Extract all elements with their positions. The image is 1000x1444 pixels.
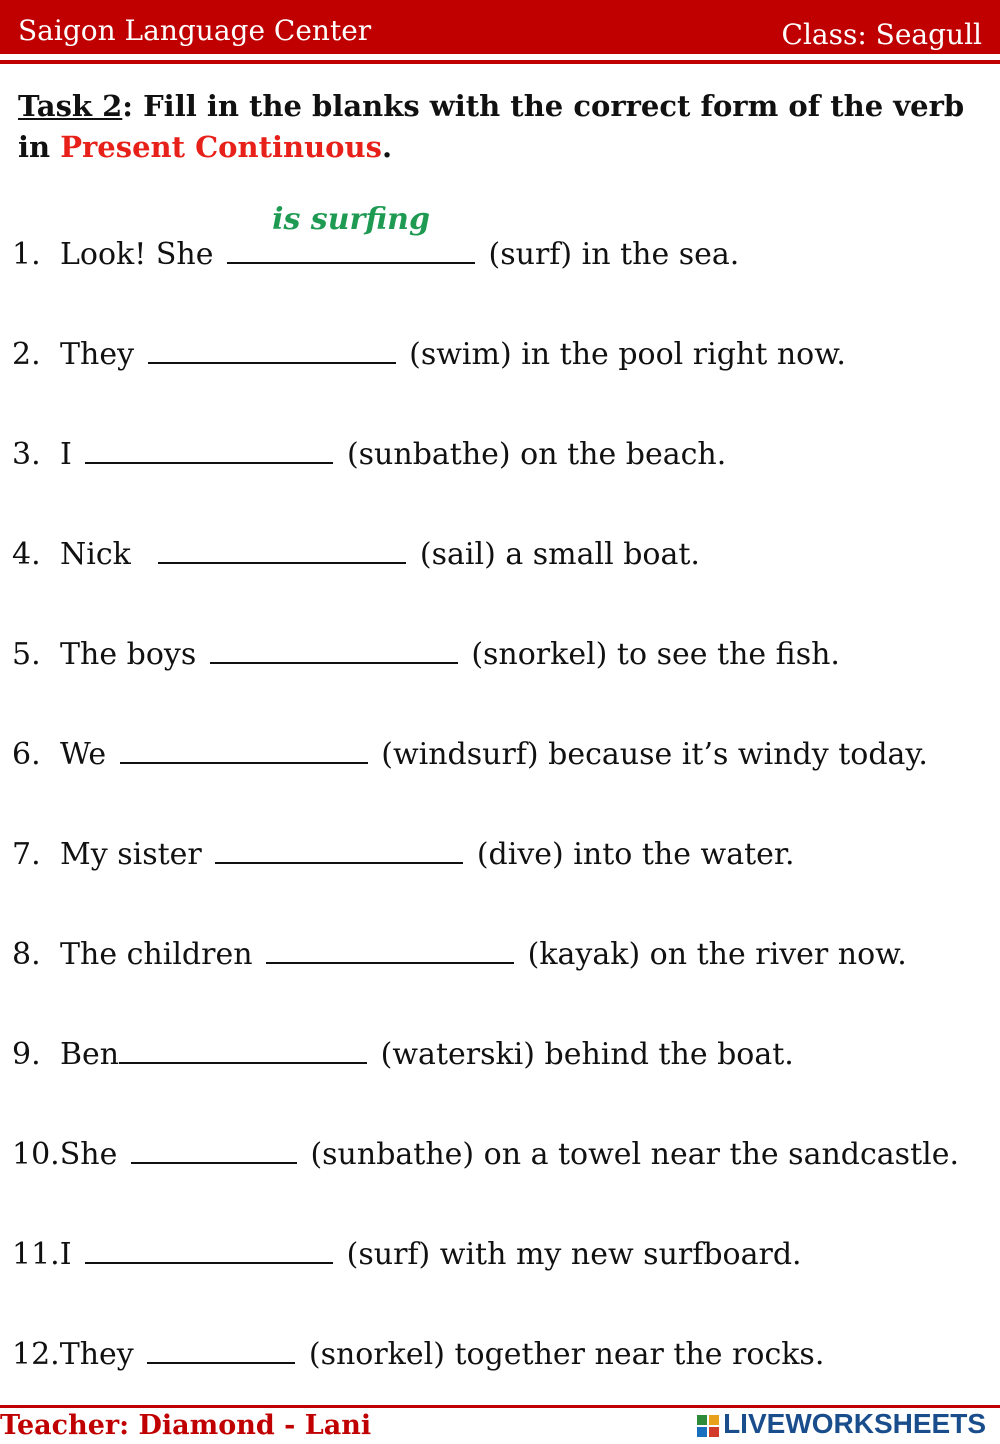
item-after: (surf) with my new surfboard. bbox=[346, 1237, 802, 1272]
item-after: (kayak) on the river now. bbox=[527, 937, 907, 972]
item-after: (sail) a small boat. bbox=[419, 537, 700, 572]
item-number: 6. bbox=[12, 737, 41, 772]
answer-blank-8[interactable] bbox=[266, 934, 514, 964]
item-after: (dive) into the water. bbox=[476, 837, 795, 872]
item-before: The boys bbox=[60, 637, 197, 672]
exercise-item-3 bbox=[12, 434, 726, 474]
teacher-name: Teacher: Diamond - Lani bbox=[0, 1410, 372, 1441]
item-number: 8. bbox=[12, 937, 41, 972]
exercise-item-7 bbox=[12, 834, 794, 874]
answer-blank-6[interactable] bbox=[120, 734, 368, 764]
tense-highlight: Present Continuous bbox=[60, 130, 382, 164]
item-after: (snorkel) to see the fish. bbox=[471, 637, 840, 672]
item-after: (sunbathe) on the beach. bbox=[346, 437, 727, 472]
answer-blank-2[interactable] bbox=[148, 334, 396, 364]
item-before: She bbox=[59, 1137, 118, 1172]
exercise-item-2 bbox=[12, 334, 846, 374]
item-number: 9. bbox=[12, 1037, 41, 1072]
item-before: Nick bbox=[60, 537, 131, 572]
item-after: (sunbathe) on a towel near the sandcastle. bbox=[310, 1137, 960, 1172]
school-name: Saigon Language Center bbox=[18, 14, 372, 47]
item-after: (snorkel) together near the rocks. bbox=[308, 1337, 825, 1372]
answer-text: is surfing bbox=[272, 202, 430, 237]
item-number: 3. bbox=[12, 437, 41, 472]
class-name: Class: Seagull bbox=[781, 18, 982, 51]
exercise-item-8 bbox=[12, 934, 907, 974]
exercise-item-6 bbox=[12, 734, 928, 774]
task-instruction bbox=[18, 86, 978, 168]
item-before: The children bbox=[60, 937, 253, 972]
exercise-item-5 bbox=[12, 634, 840, 674]
item-number: 10. bbox=[12, 1137, 60, 1172]
exercise-item-10 bbox=[12, 1134, 959, 1174]
exercise-item-9 bbox=[12, 1034, 794, 1074]
task-text: : Fill in the blanks with the correct form of the verb in bbox=[18, 89, 965, 164]
item-number: 7. bbox=[12, 837, 41, 872]
item-after: (windsurf) because it’s windy today. bbox=[381, 737, 928, 772]
item-number: 1. bbox=[12, 237, 41, 272]
answer-blank-3[interactable] bbox=[85, 434, 333, 464]
header-bar bbox=[0, 0, 1000, 54]
answer-blank-7[interactable] bbox=[215, 834, 463, 864]
item-before: They bbox=[60, 337, 135, 372]
item-number: 11. bbox=[12, 1237, 60, 1272]
answer-blank-9[interactable] bbox=[119, 1034, 367, 1064]
exercise-item-4 bbox=[12, 534, 700, 574]
exercise-item-11 bbox=[12, 1234, 802, 1274]
item-before: I bbox=[59, 1237, 72, 1272]
task-label: Task 2 bbox=[18, 89, 123, 123]
liveworksheets-logo-icon bbox=[697, 1415, 719, 1437]
item-number: 4. bbox=[12, 537, 41, 572]
item-before: I bbox=[60, 437, 72, 472]
item-before: We bbox=[60, 737, 107, 772]
answer-blank-12[interactable] bbox=[147, 1334, 295, 1364]
brand-text: LIVEWORKSHEETS bbox=[723, 1408, 986, 1439]
answer-blank-5[interactable] bbox=[210, 634, 458, 664]
header-divider bbox=[0, 60, 1000, 64]
item-number: 5. bbox=[12, 637, 41, 672]
item-before: Ben bbox=[60, 1037, 120, 1072]
item-before: Look! She bbox=[60, 237, 214, 272]
item-number: 12. bbox=[12, 1337, 60, 1372]
item-before: They bbox=[59, 1337, 134, 1372]
item-after: (surf) in the sea. bbox=[488, 237, 740, 272]
exercise-item-12 bbox=[12, 1334, 824, 1374]
item-before: My sister bbox=[60, 837, 202, 872]
item-number: 2. bbox=[12, 337, 41, 372]
item-after: (waterski) behind the boat. bbox=[380, 1037, 794, 1072]
liveworksheets-brand[interactable] bbox=[697, 1408, 986, 1440]
answer-blank-11[interactable] bbox=[85, 1234, 333, 1264]
task-end: . bbox=[381, 130, 393, 164]
answer-blank-4[interactable] bbox=[158, 534, 406, 564]
answer-blank-10[interactable] bbox=[131, 1134, 297, 1164]
answer-blank-1[interactable] bbox=[227, 202, 475, 264]
item-after: (swim) in the pool right now. bbox=[409, 337, 846, 372]
exercise-item-1 bbox=[12, 202, 740, 274]
